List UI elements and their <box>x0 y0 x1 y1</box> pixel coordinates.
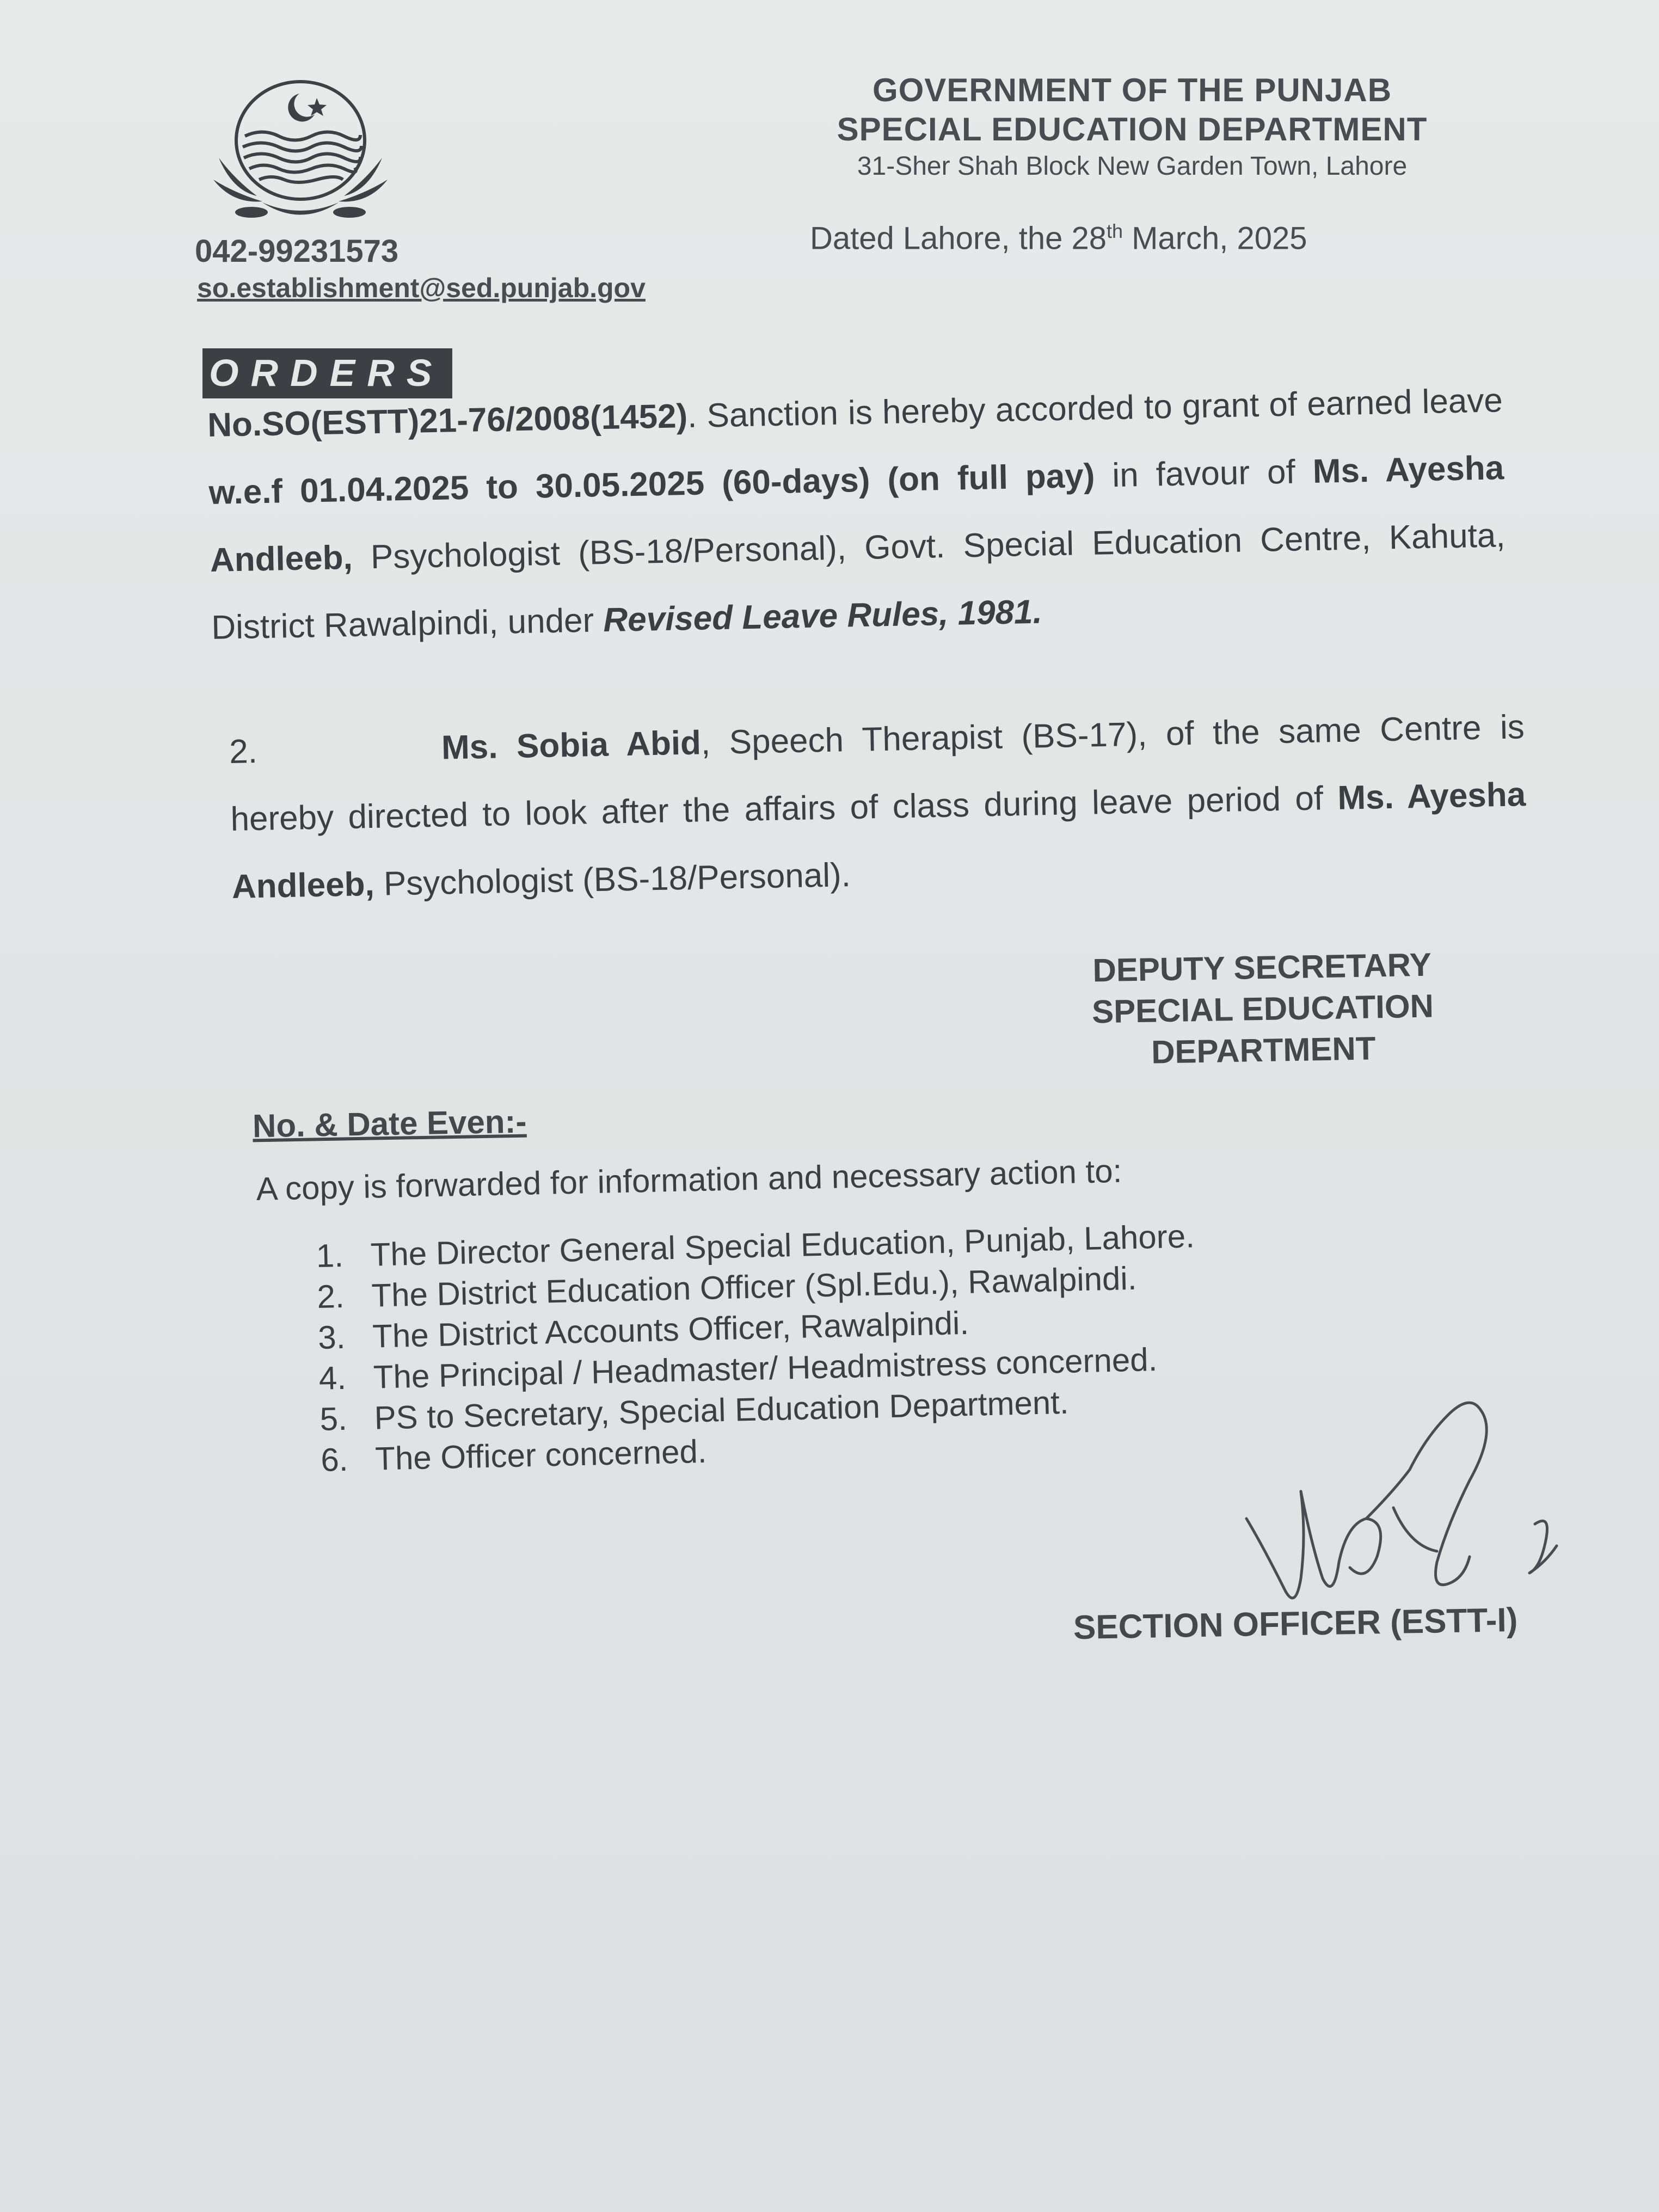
copy-forwarded-line: A copy is forwarded for information and necessary action to: <box>256 1152 1122 1207</box>
date-suffix: March, 2025 <box>1123 220 1307 256</box>
header-government-title: GOVERNMENT OF THE PUNJAB <box>872 72 1392 108</box>
para1-text-1: . Sanction is hereby accorded to grant of earned leave <box>687 382 1503 435</box>
list-item-text: The District Education Officer (Spl.Edu.), Rawalpindi. <box>371 1259 1138 1314</box>
list-item-text: The Officer concerned. <box>374 1433 708 1477</box>
date-prefix: Dated Lahore, the 28 <box>810 220 1107 256</box>
header-department-title: SPECIAL EDUCATION DEPARTMENT <box>837 111 1428 148</box>
para2-text-2: Psychologist (BS-18/Personal). <box>374 856 851 903</box>
list-item-number: 4. <box>318 1359 347 1397</box>
date-superscript: th <box>1106 220 1123 242</box>
paragraph-number: 2. <box>229 733 258 771</box>
para1-text-3: Psychologist (BS-18/Personal), Govt. Special Education Centre, Kahuta, District Rawalpindi, under <box>211 517 1506 647</box>
phone-number: 042-99231573 <box>195 234 399 269</box>
orders-heading: ORDERS <box>202 348 452 398</box>
no-date-even-heading: No. & Date Even:- <box>252 1103 527 1145</box>
list-item-text: The Principal / Headmaster/ Headmistress concerned. <box>373 1341 1158 1396</box>
list-item-text: PS to Secretary, Special Education Department. <box>373 1384 1070 1436</box>
list-item-text: The Director General Special Education, Punjab, Lahore. <box>370 1218 1195 1273</box>
list-item-number: 3. <box>317 1318 346 1356</box>
deputy-secretary-dept-1: SPECIAL EDUCATION <box>1091 987 1434 1030</box>
government-header <box>762 71 1502 184</box>
employee-name: Ms. Ayesha Andleeb, <box>210 449 1504 579</box>
date-line <box>810 220 1307 256</box>
email-address: so.establishment@sed.punjab.gov <box>197 273 646 303</box>
deputy-secretary-block <box>1022 943 1503 1075</box>
para2-text-1: , Speech Therapist (BS-17), of the same Centre is hereby directed to look after the affairs of class during leave period of <box>230 708 1525 838</box>
list-item-number: 6. <box>320 1441 349 1478</box>
order-paragraph-2 <box>229 693 1528 921</box>
deputy-secretary-dept-2: DEPARTMENT <box>1151 1030 1376 1071</box>
employee-name-repeat: Ms. Ayesha Andleeb, <box>231 776 1526 906</box>
punjab-emblem-icon <box>202 76 398 229</box>
order-paragraph-1 <box>207 367 1507 662</box>
para1-text-2: in favour of <box>1094 453 1313 495</box>
handwritten-signature <box>1230 1382 1568 1627</box>
list-item-text: The District Accounts Officer, Rawalpindi. <box>372 1304 969 1355</box>
leave-rules: Revised Leave Rules, 1981. <box>603 593 1043 640</box>
substitute-name: Ms. Sobia Abid <box>441 724 702 767</box>
leave-period: w.e.f 01.04.2025 to 30.05.2025 (60-days) (on full pay) <box>208 457 1096 512</box>
order-number: No.SO(ESTT)21-76/2008(1452) <box>207 397 688 444</box>
distribution-list <box>316 1215 1200 1480</box>
list-item-number: 1. <box>316 1237 344 1274</box>
section-officer-title: SECTION OFFICER (ESTT-I) <box>1073 1601 1518 1647</box>
list-item-number: 2. <box>316 1277 345 1315</box>
deputy-secretary-title: DEPUTY SECRETARY <box>1092 946 1432 989</box>
header-address: 31-Sher Shah Block New Garden Town, Lahore <box>857 152 1408 181</box>
list-item-number: 5. <box>319 1400 348 1437</box>
